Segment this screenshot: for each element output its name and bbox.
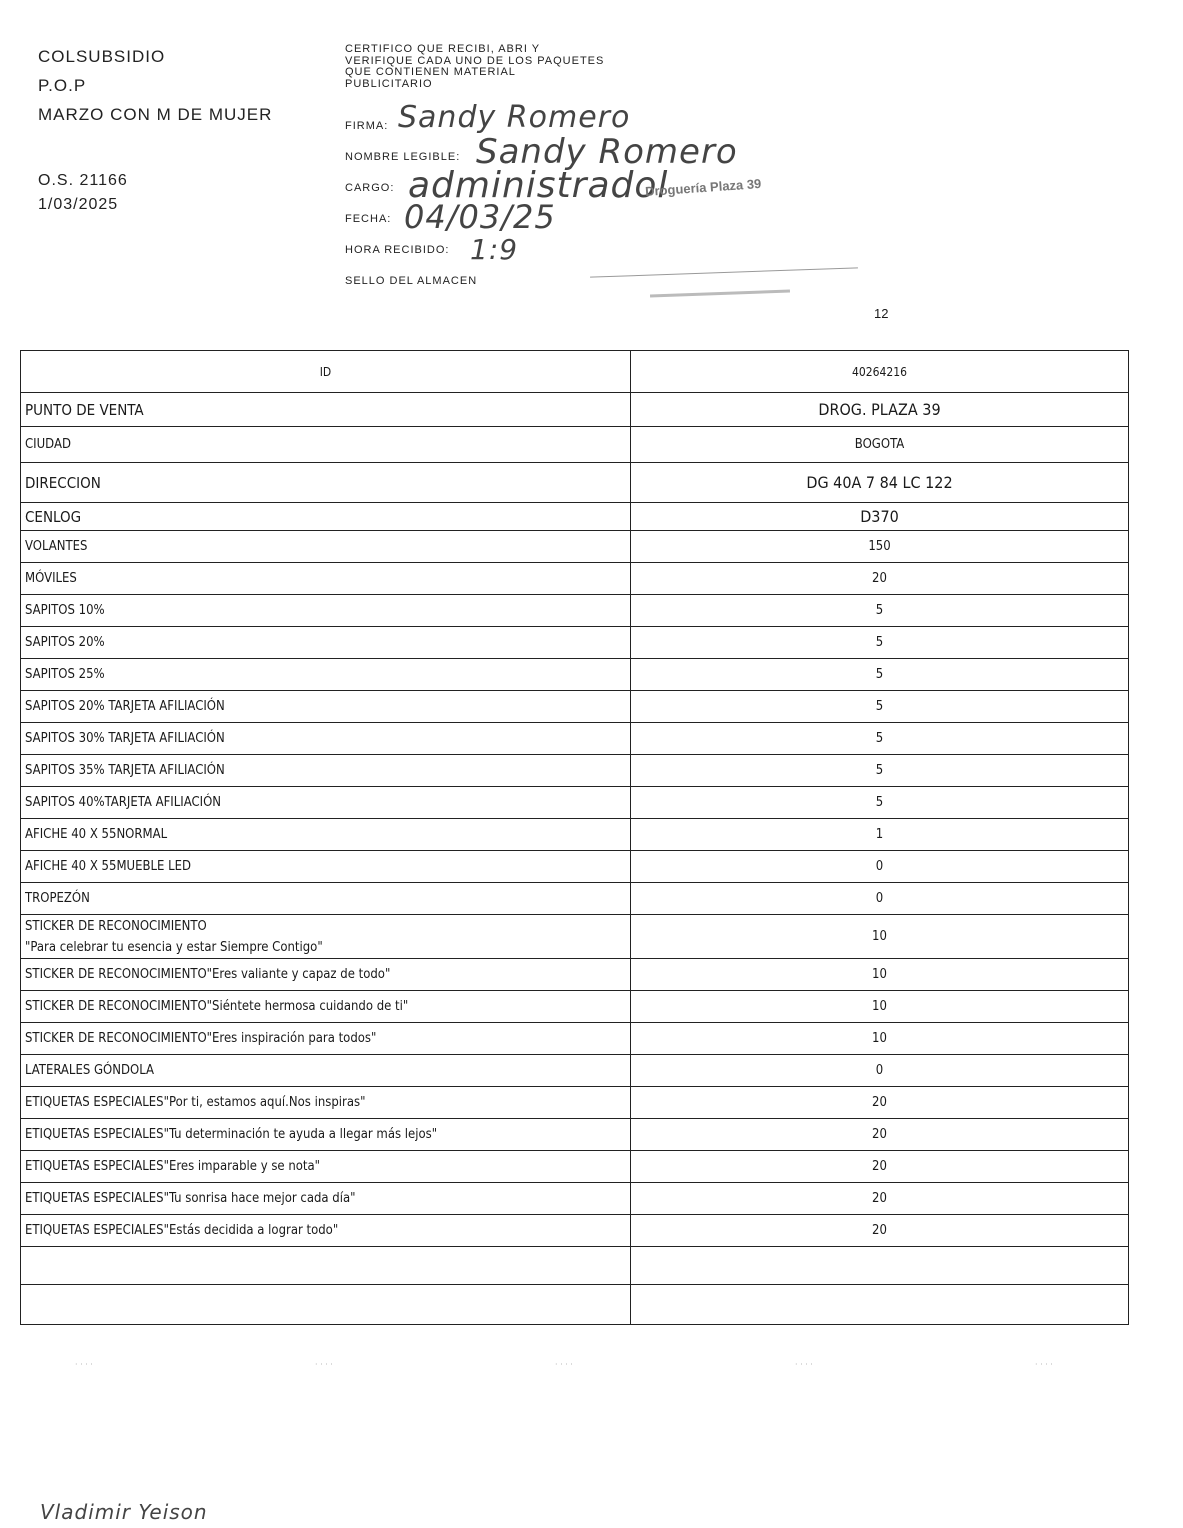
table-row (21, 595, 1129, 627)
row-label (21, 915, 631, 959)
row-value: 0 (631, 851, 1129, 883)
table-row (21, 463, 1129, 503)
row-value: 150 (631, 531, 1129, 563)
scan-speck: · · · · (1035, 1360, 1053, 1369)
row-label: STICKER DE RECONOCIMIENTO"Siéntete hermosa cuidando de ti" (21, 991, 631, 1023)
row-label: STICKER DE RECONOCIMIENTO"Eres inspiración para todos" (21, 1023, 631, 1055)
header-left (38, 42, 272, 217)
campaign-name: MARZO CON M DE MUJER (38, 105, 273, 124)
sello-label: SELLO DEL ALMACEN (345, 275, 478, 287)
row-label: TROPEZÓN (21, 883, 631, 915)
row-label: AFICHE 40 X 55NORMAL (21, 819, 631, 851)
row-label: CIUDAD (21, 427, 631, 463)
row-label-line2: "Para celebrar tu esencia y estar Siempre Contigo" (25, 939, 323, 955)
table-row (21, 787, 1129, 819)
fecha-value: 04/03/25 (404, 198, 556, 236)
nombre-label: NOMBRE LEGIBLE: (345, 151, 461, 163)
row-value (631, 1285, 1129, 1325)
row-value: 5 (631, 659, 1129, 691)
id-value: 40264216 (631, 351, 1129, 393)
row-value: 20 (631, 1087, 1129, 1119)
page-number: 12 (874, 306, 889, 321)
table-row (21, 1285, 1129, 1325)
table-row (21, 1119, 1129, 1151)
row-label: LATERALES GÓNDOLA (21, 1055, 631, 1087)
nombre-value: Sandy Romero (476, 132, 738, 172)
order-number: O.S. 21166 (38, 172, 128, 189)
row-value: 5 (631, 691, 1129, 723)
table-row (21, 819, 1129, 851)
row-value: 20 (631, 1215, 1129, 1247)
row-label: SAPITOS 10% (21, 595, 631, 627)
scan-speck: · · · · (315, 1360, 333, 1369)
scan-speck: · · · · (795, 1360, 813, 1369)
table-row (21, 883, 1129, 915)
table-row (21, 959, 1129, 991)
row-value: 20 (631, 1119, 1129, 1151)
stamp-smudge (650, 290, 790, 298)
table-row (21, 1151, 1129, 1183)
row-value: D370 (631, 503, 1129, 531)
row-label: CENLOG (21, 503, 631, 531)
row-label: SAPITOS 20% TARJETA AFILIACIÓN (21, 691, 631, 723)
row-label: SAPITOS 20% (21, 627, 631, 659)
firma-label: FIRMA: (345, 120, 389, 132)
table-row (21, 393, 1129, 427)
table-row (21, 503, 1129, 531)
materials-table (20, 350, 1129, 1325)
row-value: BOGOTA (631, 427, 1129, 463)
table-row (21, 627, 1129, 659)
row-value: 10 (631, 1023, 1129, 1055)
row-label: AFICHE 40 X 55MUEBLE LED (21, 851, 631, 883)
row-value: 10 (631, 915, 1129, 959)
row-label: DIRECCION (21, 463, 631, 503)
certificate-text: CERTIFICO QUE RECIBI, ABRI Y VERIFIQUE CADA UNO DE LOS PAQUETES QUE CONTIENEN MATERIAL PUBLICITARIO (345, 43, 605, 90)
row-label-line1: STICKER DE RECONOCIMIENTO (25, 918, 207, 934)
row-value: 5 (631, 723, 1129, 755)
row-label: SAPITOS 35% TARJETA AFILIACIÓN (21, 755, 631, 787)
row-label: PUNTO DE VENTA (21, 393, 631, 427)
row-value: 20 (631, 1183, 1129, 1215)
company-name: COLSUBSIDIO (38, 47, 166, 66)
row-label: MÓVILES (21, 563, 631, 595)
table-row (21, 723, 1129, 755)
row-value: 20 (631, 1151, 1129, 1183)
table-row (21, 531, 1129, 563)
table-row (21, 755, 1129, 787)
scan-speck: · · · · (555, 1360, 573, 1369)
row-value: 5 (631, 595, 1129, 627)
row-label (21, 1247, 631, 1285)
row-value: 0 (631, 883, 1129, 915)
table-row (21, 851, 1129, 883)
fecha-label: FECHA: (345, 213, 392, 225)
cargo-label: CARGO: (345, 182, 395, 194)
table-row (21, 915, 1129, 959)
row-label: VOLANTES (21, 531, 631, 563)
row-value: 5 (631, 755, 1129, 787)
table-row (21, 1087, 1129, 1119)
scan-speck: · · · · (75, 1360, 93, 1369)
table-row (21, 427, 1129, 463)
row-value: 5 (631, 627, 1129, 659)
id-label: ID (21, 351, 631, 393)
row-label: ETIQUETAS ESPECIALES"Tu determinación te ayuda a llegar más lejos" (21, 1119, 631, 1151)
row-value: 0 (631, 1055, 1129, 1087)
row-label: ETIQUETAS ESPECIALES"Tu sonrisa hace mejor cada día" (21, 1183, 631, 1215)
row-value (631, 1247, 1129, 1285)
table-row (21, 1247, 1129, 1285)
firma-signature: Sandy Romero (398, 100, 631, 135)
row-value: 10 (631, 959, 1129, 991)
table-row (21, 1183, 1129, 1215)
row-label (21, 1285, 631, 1325)
bottom-signature: Vladimir Yeison (40, 1500, 208, 1524)
row-label: SAPITOS 40%TARJETA AFILIACIÓN (21, 787, 631, 819)
table-row (21, 1055, 1129, 1087)
hora-value: 1:9 (470, 233, 519, 266)
cargo-value: administradol (408, 165, 669, 206)
row-label: ETIQUETAS ESPECIALES"Eres imparable y se nota" (21, 1151, 631, 1183)
row-label: ETIQUETAS ESPECIALES"Por ti, estamos aquí.Nos inspiras" (21, 1087, 631, 1119)
table-header-row (21, 351, 1129, 393)
row-value: 20 (631, 563, 1129, 595)
row-value: DROG. PLAZA 39 (631, 393, 1129, 427)
row-value: 1 (631, 819, 1129, 851)
stamp-line (590, 267, 858, 277)
store-stamp: Droguería Plaza 39 (644, 175, 762, 200)
row-value: DG 40A 7 84 LC 122 (631, 463, 1129, 503)
row-label: STICKER DE RECONOCIMIENTO"Eres valiante y capaz de todo" (21, 959, 631, 991)
table-row (21, 1215, 1129, 1247)
row-label: ETIQUETAS ESPECIALES"Estás decidida a lograr todo" (21, 1215, 631, 1247)
row-label: SAPITOS 30% TARJETA AFILIACIÓN (21, 723, 631, 755)
header-line2: P.O.P (38, 76, 87, 95)
table-row (21, 691, 1129, 723)
row-value: 10 (631, 991, 1129, 1023)
row-value: 5 (631, 787, 1129, 819)
order-date: 1/03/2025 (38, 196, 119, 213)
row-label: SAPITOS 25% (21, 659, 631, 691)
table-row (21, 991, 1129, 1023)
table-row (21, 659, 1129, 691)
hora-label: HORA RECIBIDO: (345, 244, 450, 256)
table-row (21, 1023, 1129, 1055)
table-row (21, 563, 1129, 595)
